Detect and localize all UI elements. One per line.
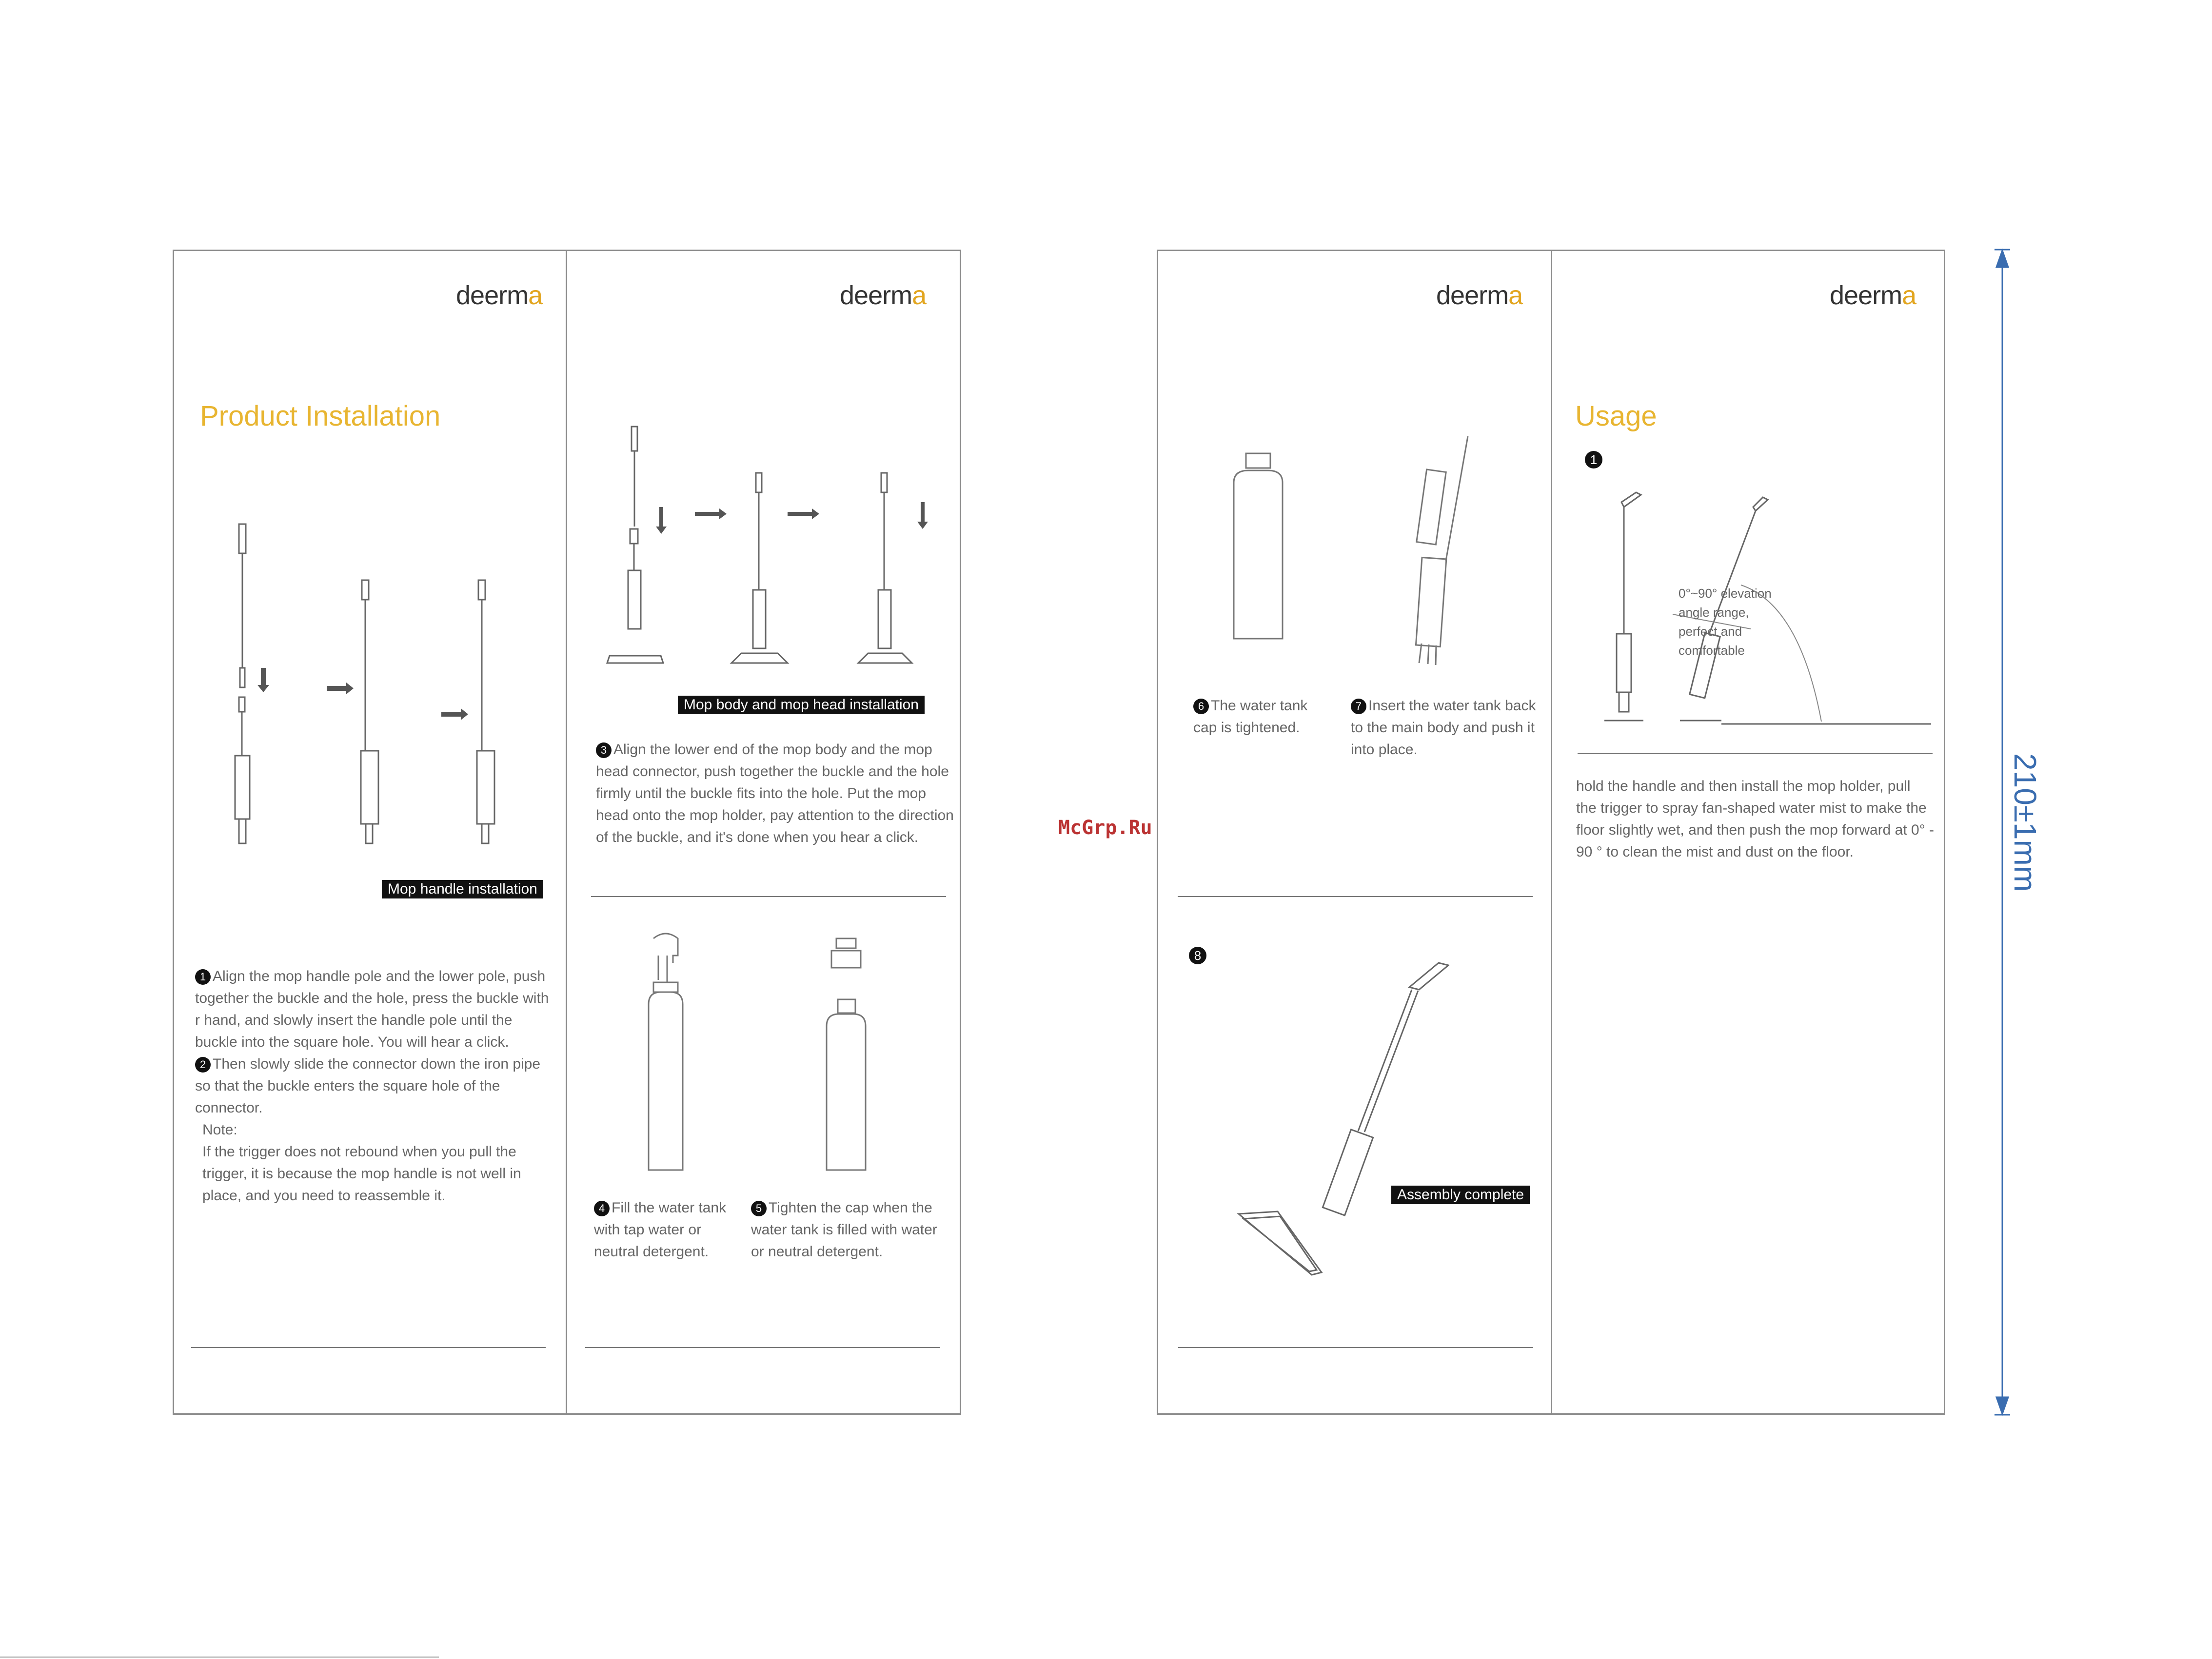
section-rule <box>1578 753 1933 754</box>
right-fold-line <box>1551 250 1552 1415</box>
note-label: Note: <box>202 1122 237 1138</box>
figure-caption: Assembly complete <box>1391 1186 1530 1204</box>
left-fold-line <box>566 250 567 1415</box>
mop-handle-installation-illustration <box>224 522 527 863</box>
angle-annotation: 0°~90° elevation angle range, perfect and comfortable <box>1679 586 1772 658</box>
page-title: Product Installation <box>200 400 441 432</box>
figure-caption: Mop handle installation <box>382 880 543 898</box>
dimension-label: 210±1mm <box>2008 753 2043 892</box>
watermark: McGrp.Ru <box>1058 817 1152 839</box>
mop-body-installation-illustration <box>600 424 951 673</box>
step-6: 6 The water tank cap is tightened. <box>1193 698 1308 736</box>
step-number-badge: 2 <box>195 1057 211 1073</box>
figure-caption: Mop body and mop head installation <box>678 696 925 714</box>
assembled-mop-illustration <box>1239 960 1453 1282</box>
installation-instructions <box>195 965 551 1207</box>
bottom-edge-rule <box>0 1657 439 1658</box>
usage-instructions: hold the handle and then install the mop holder, pull the trigger to spray fan-shaped water mist to make the floor slightly wet, and then push the mop forward at 0° - 90 ° to clean the mist and dust on the floor. <box>1576 778 1935 860</box>
tank-cap-tightened-illustration <box>1229 451 1287 646</box>
water-tank-fill-illustration <box>634 936 888 1180</box>
step-number-badge: 7 <box>1351 699 1366 714</box>
footer-rule <box>191 1347 546 1348</box>
brand-logo: deerma <box>840 281 927 310</box>
step-1: 1 Align the mop handle pole and the lower pole, push together the buckle and the hole, press the buckle with r hand, and slowly insert the handle pole until the buckle into the square hole. You will hear a click. <box>195 968 549 1050</box>
footer-rule <box>1178 1347 1533 1348</box>
tank-insert-illustration <box>1400 434 1478 668</box>
brand-logo: deerma <box>1436 281 1523 310</box>
brand-logo: deerma <box>456 281 543 310</box>
step-5: 5 Tighten the cap when the water tank is filled with water or neutral detergent. <box>751 1200 937 1260</box>
step-4: 4 Fill the water tank with tap water or neutral detergent. <box>594 1200 727 1260</box>
section-rule <box>591 896 946 897</box>
step-number-badge: 1 <box>1585 451 1602 468</box>
step-7: 7 Insert the water tank back to the main body and push it into place. <box>1351 698 1536 758</box>
footer-rule <box>585 1347 940 1348</box>
step-number-badge: 5 <box>751 1201 767 1216</box>
step-3: 3 Align the lower end of the mop body and the mop head connector, push together the buckle and the hole firmly until the buckle fits into the hole. Put the mop head onto the mop holder, pay attention to the direction of the buckle, and it's done when you hear a click. <box>596 742 954 845</box>
step-2: 2 Then slowly slide the connector down the iron pipe so that the buckle enters the square hole of the connector. <box>195 1056 541 1116</box>
step-number-badge: 4 <box>594 1201 610 1216</box>
note-text: If the trigger does not rebound when you pull the trigger, it is because the mop handle is not well in place, and you need to reassemble it. <box>202 1144 521 1204</box>
step-number-badge: 3 <box>596 742 612 758</box>
step-number-badge: 6 <box>1193 699 1209 714</box>
section-rule <box>1178 896 1533 897</box>
step-number-badge: 8 <box>1189 947 1206 964</box>
page-title: Usage <box>1575 400 1657 432</box>
brand-logo: deerma <box>1830 281 1916 310</box>
step-number-badge: 1 <box>195 969 211 985</box>
